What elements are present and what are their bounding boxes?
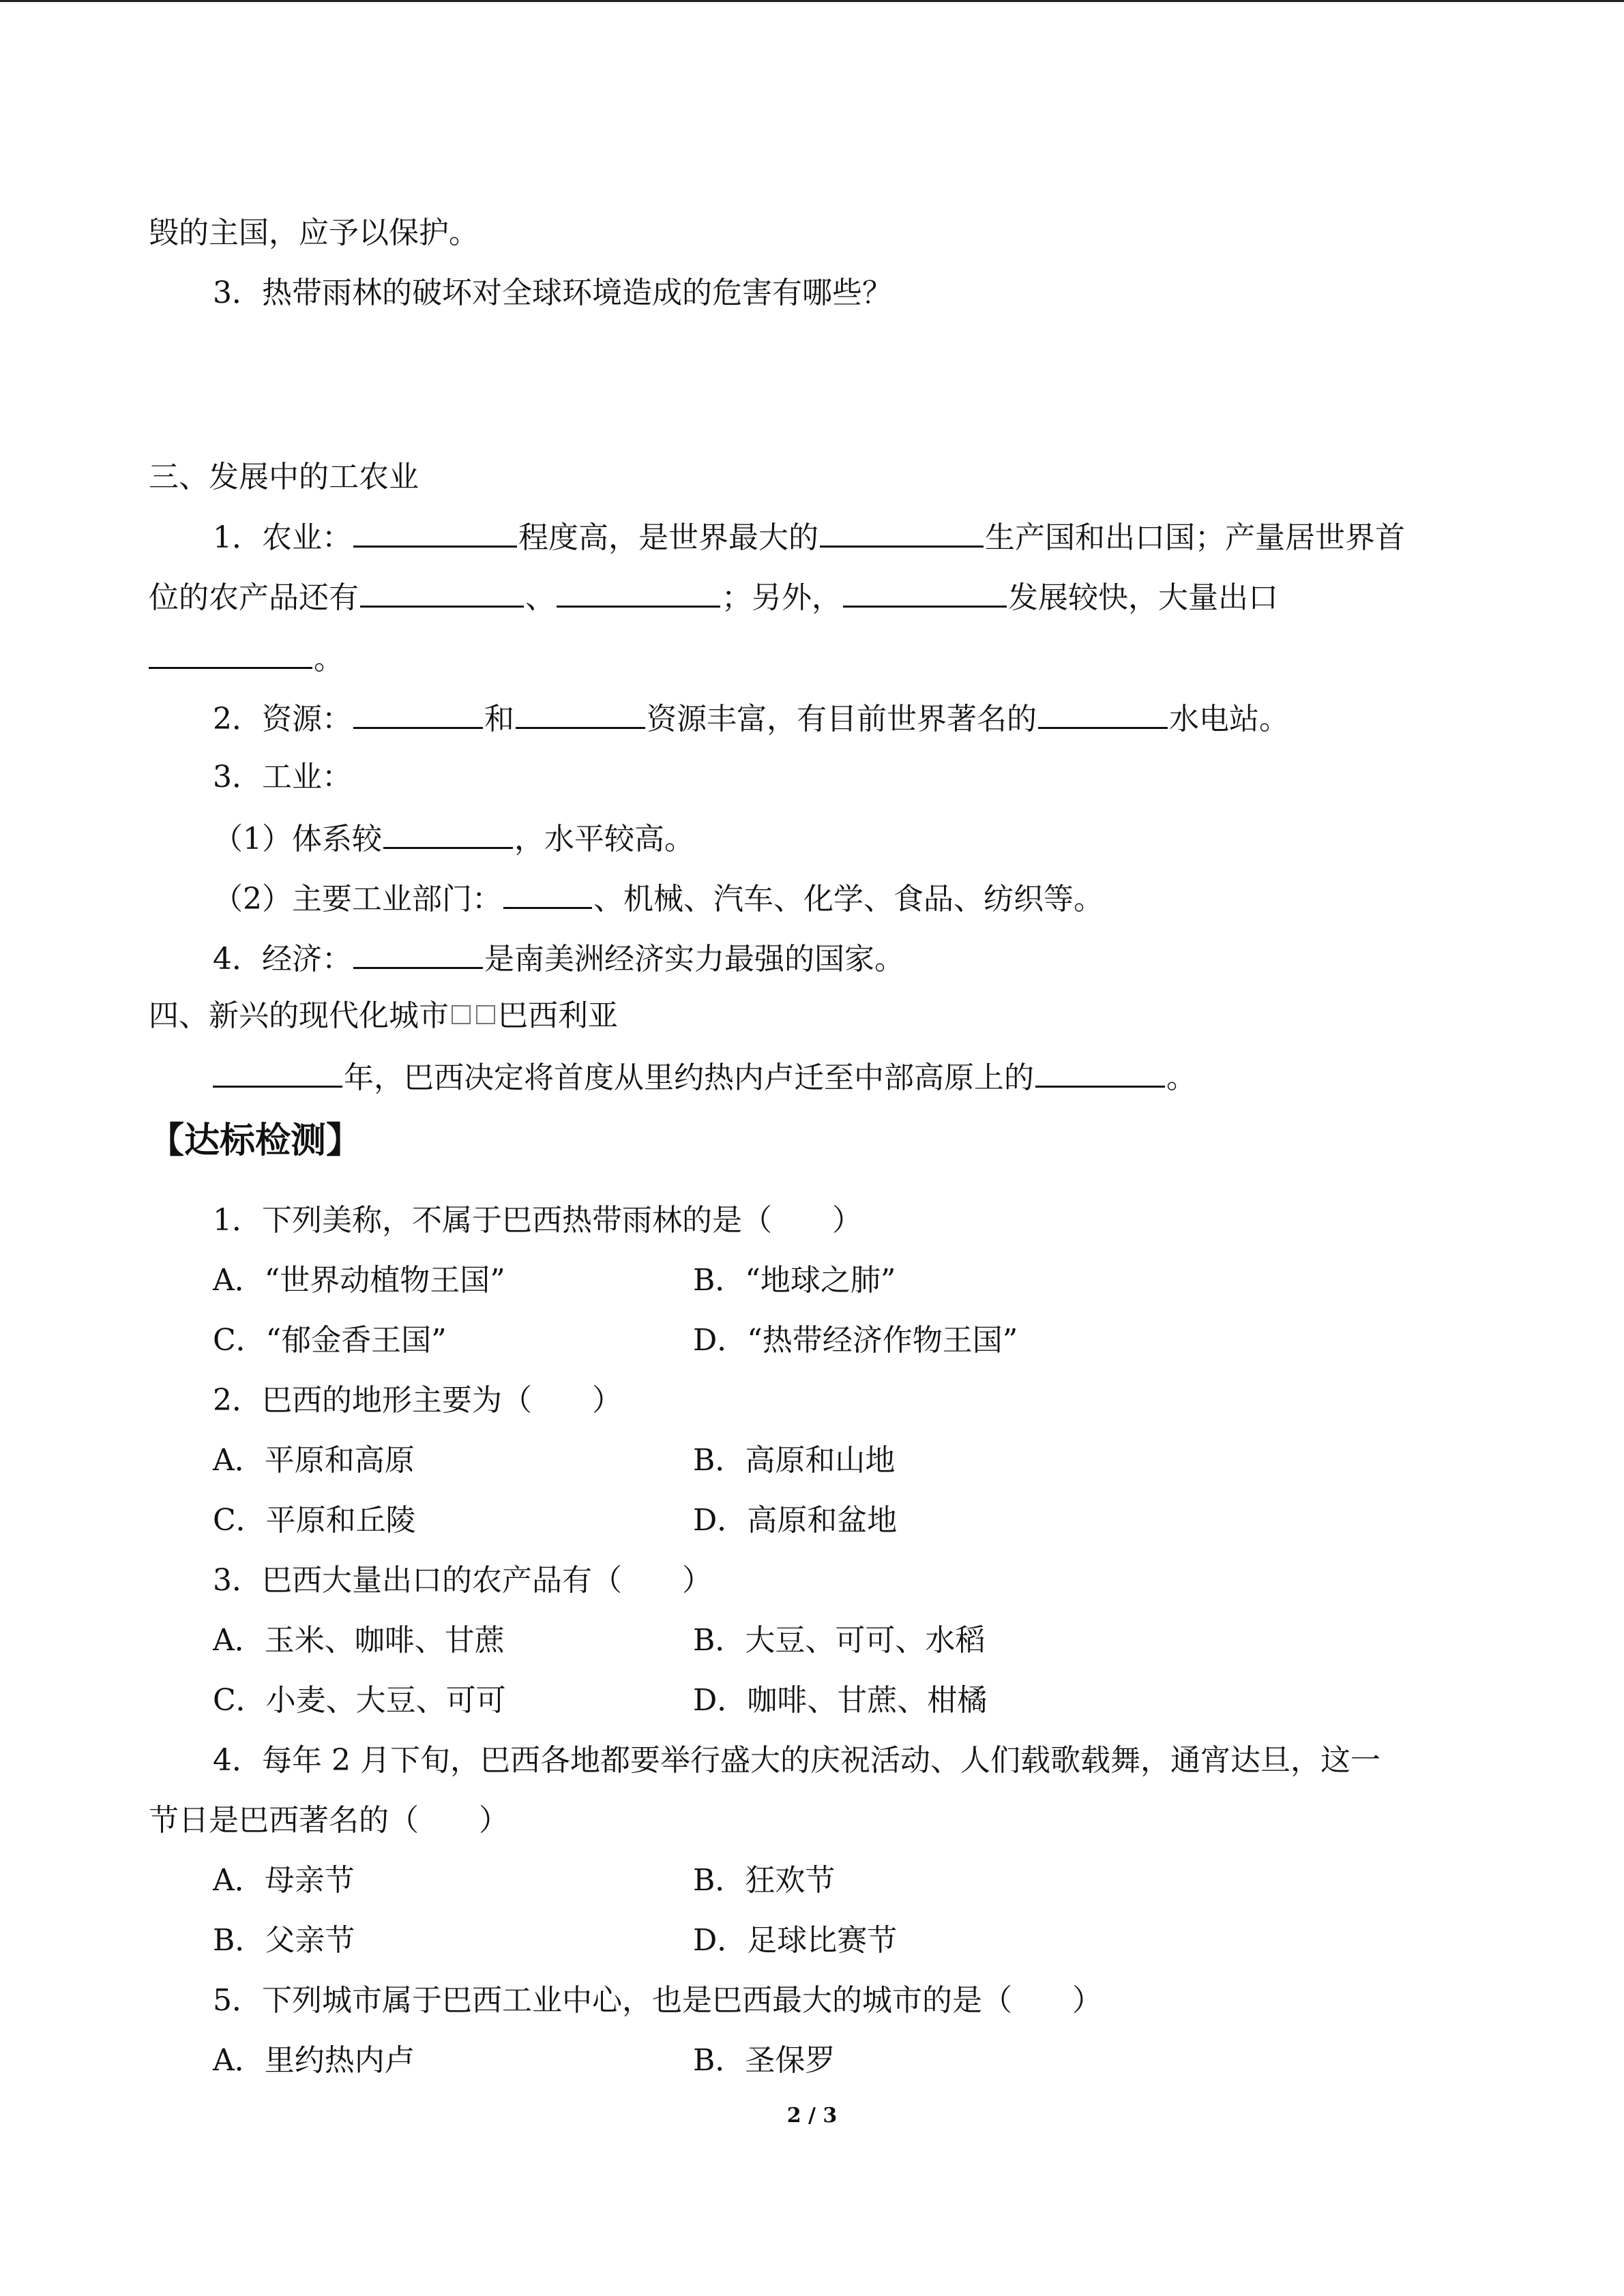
mc-q5-option-b[interactable]: B．圣保罗 — [693, 2043, 836, 2078]
industry-point-1: （1）体系较 ，水平较高。 — [213, 817, 694, 860]
mc-q3-option-d[interactable]: D．咖啡、甘蔗、柑橘 — [693, 1683, 988, 1718]
mc-q5-stem: 5．下列城市属于巴西工业中心，也是巴西最大的城市的是（ ） — [213, 1983, 1102, 2018]
mc-q1-option-c[interactable]: C．“郁金香王国” — [213, 1323, 447, 1358]
mc-q4-option-b[interactable]: B．狂欢节 — [693, 1863, 836, 1898]
mc-q1-option-a[interactable]: A．“世界动植物王国” — [213, 1263, 505, 1298]
placeholder-box-icon — [452, 1005, 471, 1024]
section-3-title: 三、发展中的工农业 — [149, 460, 419, 494]
agri-line-2: 位的农产品还有 、 ；另外， 发展较快，大量出口 — [149, 576, 1278, 618]
mc-q2-option-d[interactable]: D．高原和盆地 — [693, 1503, 898, 1538]
page-top-rule — [0, 0, 1624, 2]
question-3: 3．热带雨林的破坏对全球环境造成的危害有哪些？ — [213, 275, 892, 310]
capital-line: 年，巴西决定将首度从里约热内卢迁至中部高原上的 。 — [213, 1056, 1196, 1099]
mc-q2-option-b[interactable]: B．高原和山地 — [693, 1443, 896, 1478]
page-number: 2 / 3 — [786, 2104, 838, 2128]
fill-blank[interactable] — [516, 697, 645, 729]
mc-q5-option-a[interactable]: A．里约热内卢 — [213, 2043, 415, 2078]
mc-q3-option-b[interactable]: B．大豆、可可、水稻 — [693, 1623, 986, 1658]
resources-line: 2．资源： 和 资源丰富，有目前世界著名的 水电站。 — [213, 697, 1289, 740]
mc-q2-option-a[interactable]: A．平原和高原 — [213, 1443, 415, 1478]
industry-title: 3．工业： — [213, 760, 352, 794]
fill-blank[interactable] — [353, 697, 483, 729]
fill-blank[interactable] — [820, 516, 984, 548]
check-heading: 【达标检测】 — [149, 1120, 362, 1161]
economy-line: 4．经济： 是南美洲经济实力最强的国家。 — [213, 937, 904, 980]
industry-point-2: （2）主要工业部门： 、机械、汽车、化学、食品、纺织等。 — [213, 877, 1104, 920]
mc-q2-option-c[interactable]: C．平原和丘陵 — [213, 1503, 416, 1538]
mc-q4-stem-line-2: 节日是巴西著名的（ ） — [149, 1803, 509, 1838]
fill-blank[interactable] — [149, 637, 312, 669]
mc-q3-option-c[interactable]: C．小麦、大豆、可可 — [213, 1683, 506, 1718]
placeholder-box-icon — [476, 1005, 495, 1024]
section-4-title: 四、新兴的现代化城市 巴西利亚 — [149, 998, 618, 1033]
mc-q2-stem: 2．巴西的地形主要为（ ） — [213, 1383, 622, 1418]
mc-q1-option-b[interactable]: B．“地球之肺” — [693, 1263, 896, 1298]
fill-blank[interactable] — [383, 817, 513, 849]
fill-blank[interactable] — [503, 877, 592, 909]
fill-blank[interactable] — [557, 576, 720, 608]
mc-q3-option-a[interactable]: A．玉米、咖啡、甘蔗 — [213, 1623, 505, 1658]
mc-q4-option-c[interactable]: B．父亲节 — [213, 1923, 355, 1958]
fill-blank[interactable] — [353, 937, 483, 969]
fill-blank[interactable] — [360, 576, 524, 608]
mc-q1-option-d[interactable]: D．“热带经济作物王国” — [693, 1323, 1018, 1358]
agri-line-3: 。 — [149, 637, 344, 680]
mc-q3-stem: 3．巴西大量出口的农产品有（ ） — [213, 1563, 712, 1598]
mc-q4-option-a[interactable]: A．母亲节 — [213, 1863, 355, 1898]
fill-blank[interactable] — [843, 576, 1007, 608]
fill-blank[interactable] — [353, 516, 517, 548]
fill-blank[interactable] — [1035, 1056, 1165, 1088]
mc-q1-stem: 1．下列美称，不属于巴西热带雨林的是（ ） — [213, 1203, 862, 1238]
fill-blank[interactable] — [1038, 697, 1168, 729]
mc-q4-option-d[interactable]: D．足球比赛节 — [693, 1923, 898, 1958]
agri-line-1: 1．农业： 程度高，是世界最大的 生产国和出口国；产量居世界首 — [213, 516, 1405, 558]
mc-q4-stem-line-1: 4．每年 2 月下旬，巴西各地都要举行盛大的庆祝活动、人们载歌载舞，通宵达旦，这一 — [213, 1743, 1381, 1778]
fill-blank[interactable] — [213, 1056, 342, 1088]
text-line: 毁的主国，应予以保护。 — [149, 215, 479, 250]
